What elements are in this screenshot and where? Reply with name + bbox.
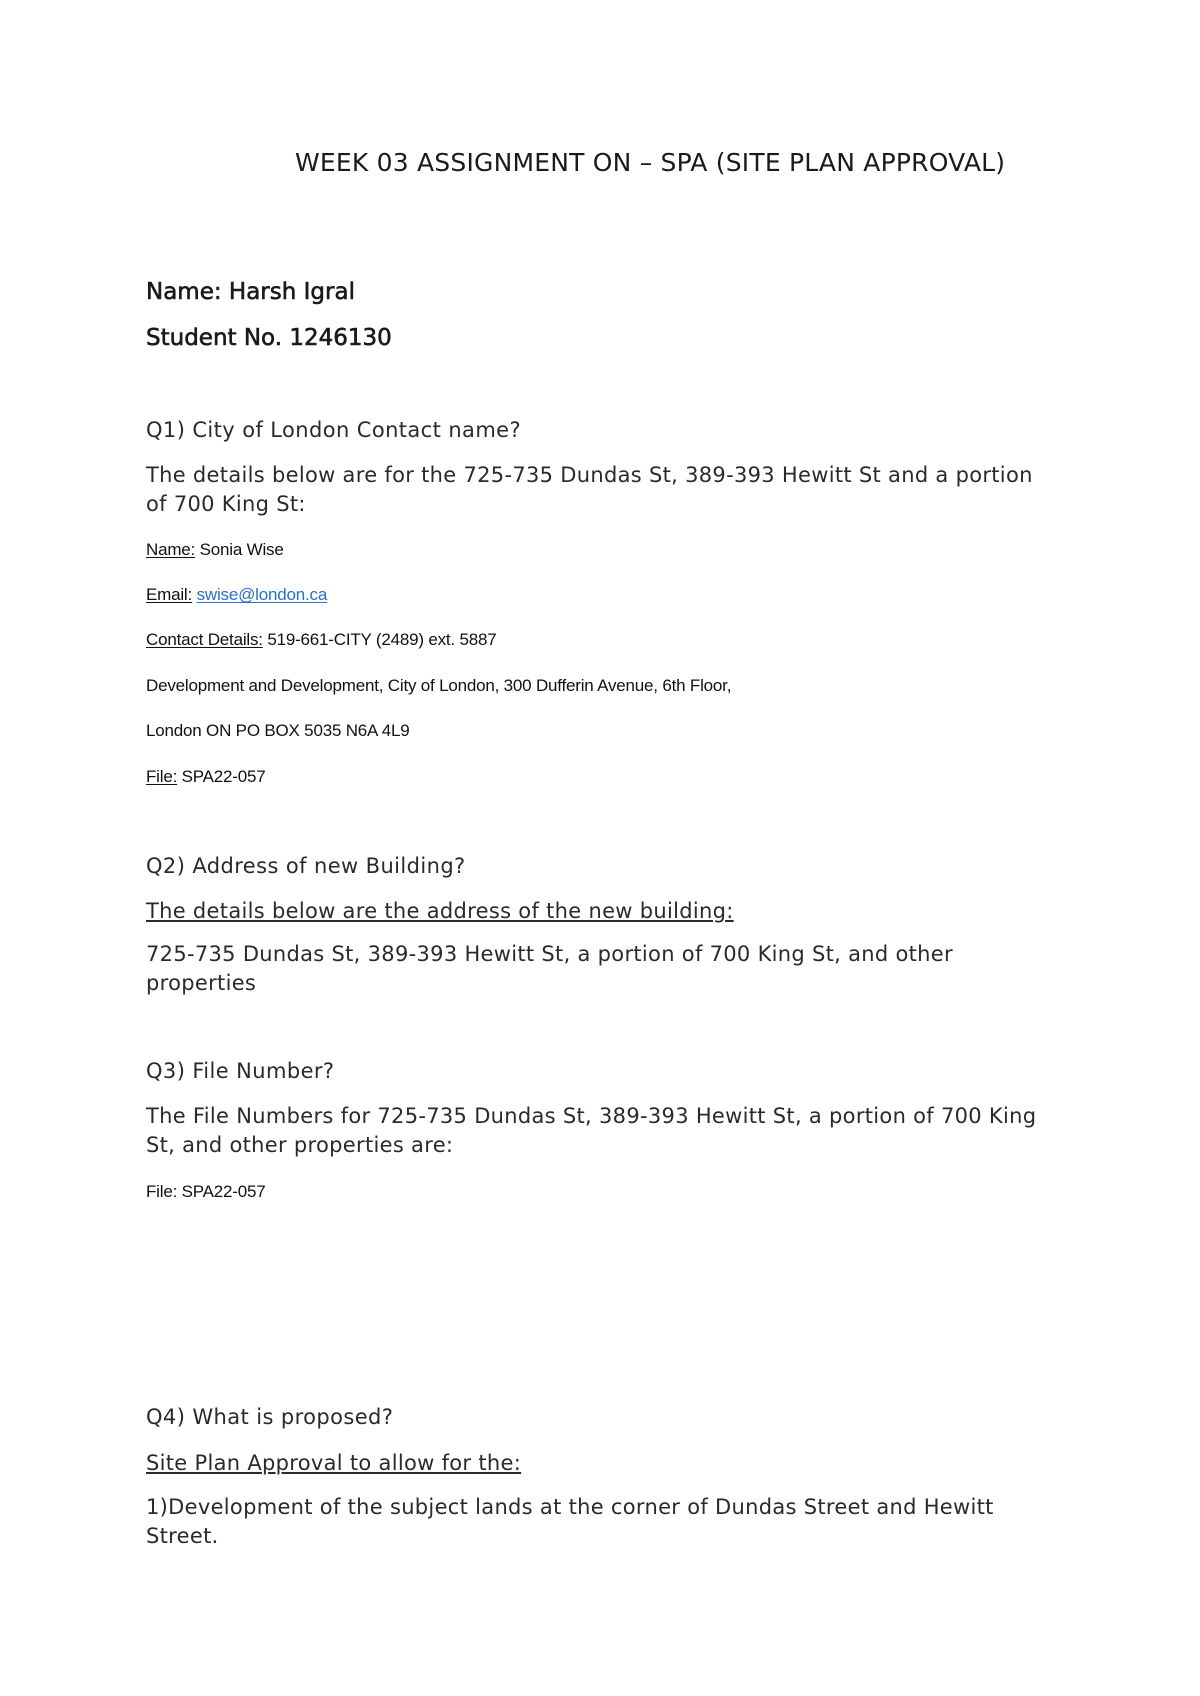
q1-contact-label: Contact Details: [146,630,263,649]
q1-file-label: File: [146,767,178,786]
q4-intro: Site Plan Approval to allow for the: [146,1451,522,1475]
q1-file [146,767,266,787]
q1-contact-details [146,630,497,650]
q1-address-line-1: Development and Development, City of London, 300 Dufferin Avenue, 6th Floor, [146,676,732,695]
email-link[interactable]: swise@london.ca [196,585,328,604]
q1-contact-email [146,585,327,605]
q2-heading: Q2) Address of new Building? [146,854,466,878]
q1-name-label: Name: [146,540,196,559]
q1-contact-value: 519-661-CITY (2489) ext. 5887 [262,630,497,649]
q1-email-label: Email: [146,585,193,604]
q1-name-value: Sonia Wise [195,540,284,559]
q4-heading: Q4) What is proposed? [146,1405,394,1429]
q3-intro: The File Numbers for 725-735 Dundas St, 389-393 Hewitt St, a portion of 700 King St, and other properties are: [146,1104,1037,1157]
q1-file-value: SPA22-057 [177,767,266,786]
q1-intro: The details below are for the 725-735 Dundas St, 389-393 Hewitt St and a portion of 700 King St: [146,463,1033,516]
q2-intro: The details below are the address of the new building: [146,899,734,923]
q1-contact-name [146,540,284,560]
q2-answer: 725-735 Dundas St, 389-393 Hewitt St, a portion of 700 King St, and other properties [146,942,953,995]
document-title: WEEK 03 ASSIGNMENT ON – SPA (SITE PLAN APPROVAL) [295,148,1006,177]
student-number: Student No. 1246130 [146,325,392,351]
student-name: Name: Harsh Igral [146,279,355,305]
q3-file: File: SPA22-057 [146,1182,266,1201]
q4-item-1: 1)Development of the subject lands at the corner of Dundas Street and Hewitt Street. [146,1495,994,1548]
q1-heading: Q1) City of London Contact name? [146,418,522,442]
q3-heading: Q3) File Number? [146,1059,335,1083]
q1-address-line-2: London ON PO BOX 5035 N6A 4L9 [146,721,410,740]
